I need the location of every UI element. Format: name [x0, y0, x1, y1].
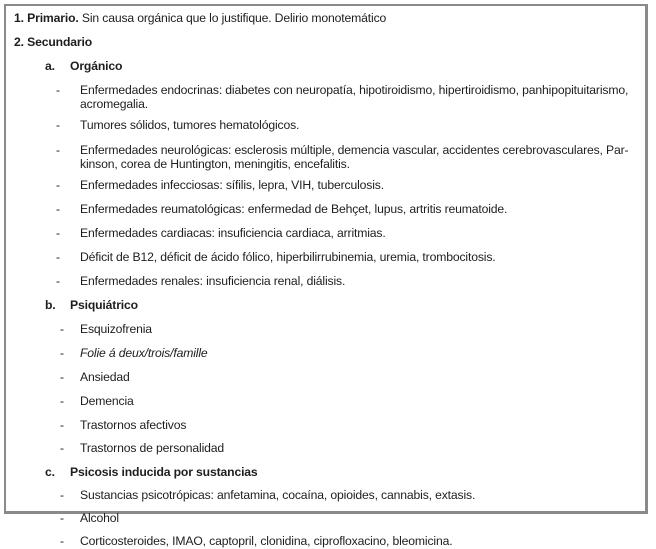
list-item: Déficit de B12, déficit de ácido fólico, hiperbilirrubinemia, uremia, trombocitosis.: [80, 250, 496, 264]
list-item: Sustancias psicotrópicas: anfetamina, cocaína, opioides, cannabis, extasis.: [80, 488, 476, 502]
list-item: Enfermedades renales: insuficiencia renal, diálisis.: [80, 274, 346, 288]
list-item: Esquizofrenia: [80, 322, 152, 336]
secondary-label: Secundario: [27, 35, 92, 49]
dash-bullet: -: [56, 274, 60, 288]
dash-bullet: -: [60, 488, 64, 502]
dash-bullet: -: [56, 83, 60, 97]
list-item: Enfermedades reumatológicas: enfermedad de Behçet, lupus, artritis reumatoide.: [80, 202, 508, 216]
group-a-label: Orgánico: [70, 59, 123, 73]
group-a-letter: a.: [45, 59, 55, 73]
primary-item: [14, 11, 386, 26]
list-item: Demencia: [80, 394, 134, 408]
group-b-label: Psiquiátrico: [70, 298, 138, 312]
primary-text: Sin causa orgánica que lo justifique. Delirio monotemático: [81, 11, 387, 25]
list-item: Trastornos afectivos: [80, 418, 187, 432]
list-item: Ansiedad: [80, 370, 130, 384]
list-item: Enfermedades cardiacas: insuficiencia cardiaca, arritmias.: [80, 226, 386, 240]
dash-bullet: -: [60, 441, 64, 455]
dash-bullet: -: [56, 118, 60, 132]
list-item: Corticosteroides, IMAO, captopril, clonidina, ciprofloxacino, bleomicina.: [80, 534, 453, 548]
dash-bullet: -: [60, 394, 64, 408]
dash-bullet: -: [60, 346, 64, 360]
list-item: Folie á deux/trois/famille: [80, 346, 208, 360]
dash-bullet: -: [60, 511, 64, 525]
dash-bullet: -: [60, 534, 64, 548]
list-item: Tumores sólidos, tumores hematológicos.: [80, 118, 300, 132]
list-item: Alcohol: [80, 511, 119, 525]
dash-bullet: -: [56, 250, 60, 264]
list-item-continuation: kinson, corea de Huntington, meningitis, encefalitis.: [80, 157, 350, 171]
list-item-continuation: acromegalia.: [80, 97, 148, 111]
list-item: Enfermedades infecciosas: sífilis, lepra, VIH, tuberculosis.: [80, 178, 384, 192]
dash-bullet: -: [60, 370, 64, 384]
list-item: Enfermedades endocrinas: diabetes con neuropatía, hipotiroidismo, hipertiroidismo, panhipopituitarismo,: [80, 83, 629, 97]
dash-bullet: -: [56, 202, 60, 216]
dash-bullet: -: [60, 418, 64, 432]
secondary-number: 2.: [14, 35, 24, 49]
list-item: Enfermedades neurológicas: esclerosis múltiple, demencia vascular, accidentes cerebrovasculares, Par-: [80, 143, 629, 157]
group-b-letter: b.: [45, 298, 56, 312]
primary-number: 1.: [14, 11, 24, 25]
group-c-letter: c.: [45, 465, 55, 479]
dash-bullet: -: [56, 226, 60, 240]
dash-bullet: -: [60, 322, 64, 336]
group-c-label: Psicosis inducida por sustancias: [70, 465, 258, 479]
list-item: Trastornos de personalidad: [80, 441, 225, 455]
dash-bullet: -: [56, 178, 60, 192]
dash-bullet: -: [56, 143, 60, 157]
primary-label: Primario.: [27, 11, 79, 25]
secondary-heading: [14, 35, 92, 50]
